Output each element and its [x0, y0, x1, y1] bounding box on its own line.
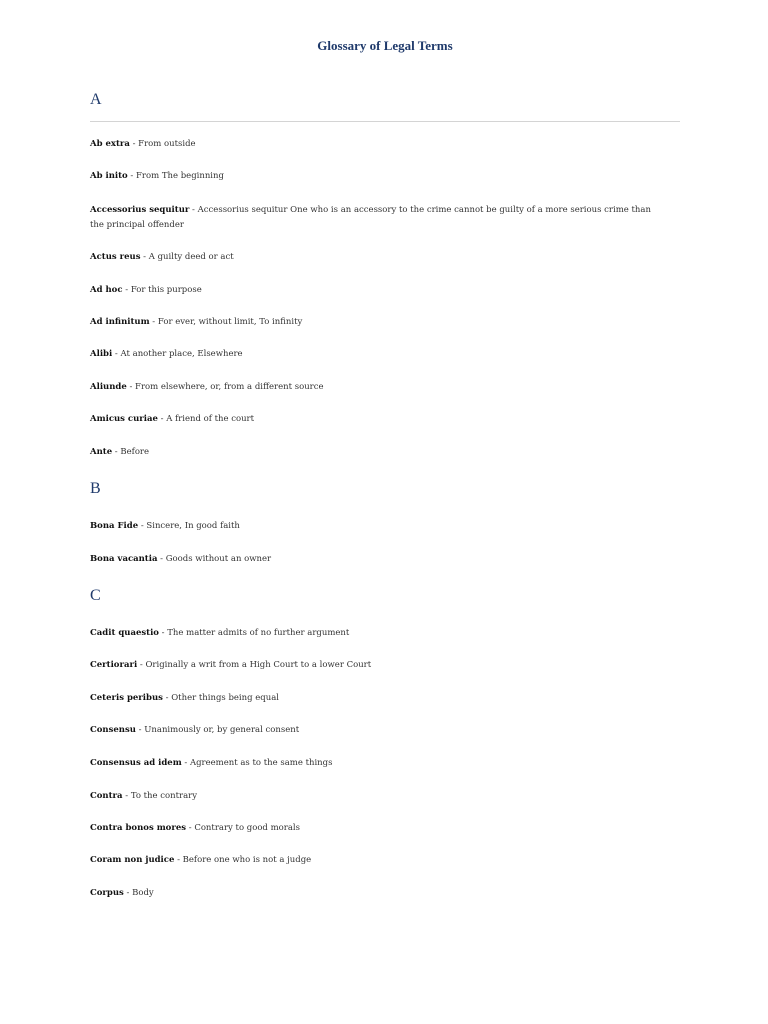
glossary-entry — [90, 821, 655, 836]
glossary-entry — [90, 137, 655, 152]
entry-term: Corpus — [90, 888, 124, 898]
entry-definition: A guilty deed or act — [148, 252, 234, 262]
glossary-entry — [90, 203, 655, 233]
glossary-entry — [90, 380, 655, 395]
section-divider — [90, 121, 680, 122]
entry-separator: - — [122, 791, 131, 801]
entry-term: Ab inito — [90, 171, 128, 181]
entry-definition: Sincere, In good faith — [146, 521, 240, 531]
entry-term: Ab extra — [90, 139, 130, 149]
glossary-entry — [90, 552, 655, 567]
entry-term: Ad hoc — [90, 285, 123, 295]
entry-term: Amicus curiae — [90, 414, 158, 424]
entry-definition: Other things being equal — [171, 693, 280, 703]
entry-definition: For ever, without limit, To infinity — [157, 317, 303, 327]
glossary-entry — [90, 723, 655, 738]
entry-separator: - — [135, 725, 145, 735]
entry-definition: Before — [120, 447, 150, 457]
entry-definition: At another place, Elsewhere — [120, 349, 243, 359]
entry-definition: Unanimously or, by general consent — [144, 725, 300, 735]
section-letter-b: B — [90, 480, 101, 497]
entry-definition: Contrary to good morals — [194, 823, 300, 833]
entry-term: Consensus ad idem — [90, 758, 182, 768]
entry-separator: - — [157, 554, 166, 564]
glossary-entry — [90, 283, 655, 298]
entry-term: Contra bonos mores — [90, 823, 187, 833]
entry-separator: - — [126, 382, 136, 392]
entry-term: Aliunde — [90, 382, 127, 392]
entry-term: Ad infinitum — [90, 317, 150, 327]
entry-term: Ante — [90, 447, 113, 457]
entry-separator: - — [112, 349, 121, 359]
entry-term: Certiorari — [90, 660, 138, 670]
entry-separator: - — [137, 660, 146, 670]
entry-term: Coram non judice — [90, 855, 175, 865]
glossary-entry — [90, 445, 655, 460]
entry-definition: For this purpose — [130, 285, 202, 295]
section-letter-a: A — [90, 91, 102, 108]
entry-separator: - — [127, 171, 137, 181]
entry-separator: - — [123, 888, 133, 898]
page-title: Glossary of Legal Terms — [317, 38, 453, 53]
entry-definition: The matter admits of no further argument — [167, 628, 350, 638]
glossary-entry — [90, 886, 655, 901]
glossary-entry — [90, 519, 655, 534]
glossary-entry — [90, 169, 655, 184]
entry-term: Alibi — [90, 349, 113, 359]
entry-definition: Accessorius sequitur One who is an accessory to the crime cannot be guilty of a more serious crime than the principal offender — [90, 205, 651, 230]
entry-definition: To the contrary — [130, 791, 198, 801]
entry-definition: Agreement as to the same things — [189, 758, 333, 768]
glossary-entry — [90, 315, 655, 330]
entry-term: Consensu — [90, 725, 136, 735]
entry-separator: - — [112, 447, 121, 457]
entry-separator: - — [149, 317, 158, 327]
glossary-entry — [90, 789, 655, 804]
entry-separator: - — [174, 855, 183, 865]
glossary-entry — [90, 412, 655, 427]
entry-separator: - — [138, 521, 147, 531]
entry-term: Accessorius sequitur — [90, 205, 190, 215]
glossary-entry — [90, 853, 655, 868]
entry-definition: From outside — [138, 139, 196, 149]
entry-separator: - — [186, 823, 195, 833]
entry-term: Cadit quaestio — [90, 628, 159, 638]
entry-definition: Goods without an owner — [165, 554, 272, 564]
entry-definition: From elsewhere, or, from a different source — [135, 382, 324, 392]
entry-definition: A friend of the court — [166, 414, 255, 424]
glossary-entry — [90, 691, 655, 706]
glossary-entry — [90, 250, 655, 265]
entry-term: Contra — [90, 791, 123, 801]
entry-definition: Originally a writ from a High Court to a lower Court — [145, 660, 372, 670]
entry-definition: From The beginning — [136, 171, 224, 181]
entry-separator: - — [181, 758, 190, 768]
entry-separator: - — [189, 205, 198, 215]
entry-term: Bona Fide — [90, 521, 139, 531]
entry-separator: - — [140, 252, 149, 262]
entry-separator: - — [158, 628, 168, 638]
entry-definition: Before one who is not a judge — [182, 855, 312, 865]
section-letter-c: C — [90, 587, 101, 604]
entry-term: Ceteris peribus — [90, 693, 163, 703]
glossary-entry — [90, 756, 655, 771]
glossary-entry — [90, 347, 655, 362]
entry-term: Actus reus — [90, 252, 141, 262]
entry-definition: Body — [132, 888, 154, 898]
entry-separator: - — [122, 285, 131, 295]
glossary-entry — [90, 626, 655, 641]
entry-separator: - — [129, 139, 139, 149]
entry-separator: - — [157, 414, 167, 424]
entry-separator: - — [162, 693, 172, 703]
glossary-entry — [90, 658, 655, 673]
entry-term: Bona vacantia — [90, 554, 158, 564]
